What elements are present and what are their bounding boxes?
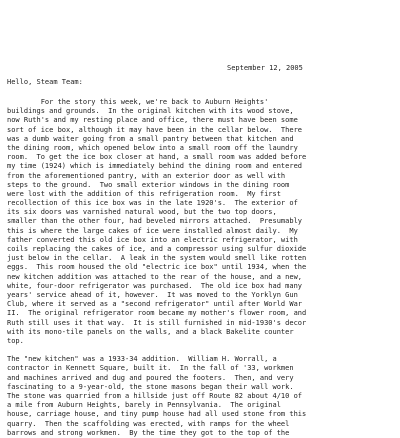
text-line: contractor in Kennett Square, built it. In the fall of '33, workmen — [7, 364, 294, 373]
text-line: a mile from Auburn Heights, barely in Pennsylvania. The original — [7, 401, 281, 410]
text-line: from the aforementioned pantry, with an exterior door as well with — [7, 171, 286, 180]
text-line: my time (1924) which is immediately behind the dining room and entered — [7, 162, 303, 171]
text-line: barrows and strong workmen. By the time they got to the top of the — [7, 428, 290, 437]
letter-date: September 12, 2005 — [227, 64, 303, 72]
text-line: Ruth still uses it that way. It is still furnished in mid-1930's decor — [7, 318, 307, 327]
text-line: smaller than the other four, had beveled mirrors attached. Presumably — [7, 217, 303, 226]
text-line: top. — [7, 336, 24, 345]
text-line: For the story this week, we're back to Auburn Heights' — [7, 98, 269, 106]
text-line: white, four-door refrigerator was purchased. The old ice box had many — [7, 281, 303, 290]
letter-paragraph — [7, 98, 399, 346]
text-line: recollection of this ice box was in the late 1920's. The exterior of — [7, 199, 298, 208]
text-line: Club, where it served as a "second refrigerator" until after World War — [7, 300, 303, 309]
text-line: this is where the large cakes of ice were installed almost daily. My — [7, 226, 298, 235]
letter-paragraph — [7, 355, 399, 438]
text-line: was a dumb waiter going from a small pantry between that kitchen and — [7, 134, 294, 143]
text-line: fascinating to a 9-year-old, the stone masons began their wall work. — [7, 382, 294, 391]
text-line: father converted this old ice box into an electric refrigerator, with — [7, 235, 298, 244]
text-line: steps to the ground. Two small exterior windows in the dining room — [7, 180, 290, 189]
text-line: and machines arrived and dug and poured the footers. Then, and very — [7, 373, 294, 382]
text-line: the dining room, which opened below into a small room off the laundry — [7, 143, 298, 152]
text-line: were lost with the addition of this refrigeration room. My first — [7, 189, 281, 198]
text-line: sort of ice box, although it may have been in the cellar below. There — [7, 125, 303, 134]
text-line: eggs. This room housed the old "electric ice box" until 1934, when the — [7, 263, 307, 272]
text-line: years' service ahead of it, however. It was moved to the Yorklyn Gun — [7, 290, 298, 299]
letter-greeting: Hello, Steam Team: — [7, 78, 83, 86]
text-line: with its mono-tile panels on the walls, and a black Bakelite counter — [7, 327, 294, 336]
text-line: its six doors was varnished natural wood, but the two top doors, — [7, 208, 277, 217]
text-line: The stone was quarried from a hillside just off Route 82 about 4/10 of — [7, 392, 303, 400]
text-line: The "new kitchen" was a 1933-34 addition. William H. Worrall, a — [7, 355, 277, 364]
text-line: coils replacing the cakes of ice, and a compressor using sulfur dioxide — [7, 245, 307, 253]
letter-body — [7, 98, 399, 438]
text-line: II. The original refrigerator room became my mother's flower room, and — [7, 309, 307, 318]
text-line: now Ruth's and my resting place and office, there must have been some — [7, 116, 298, 125]
text-line: new kitchen addition was attached to the rear of the house, and a new, — [7, 272, 303, 281]
text-line: just below in the cellar. A leak in the system would smell like rotten — [7, 254, 307, 263]
text-line: buildings and grounds. In the original kitchen with its wood stove, — [7, 107, 294, 116]
text-line: room. To get the ice box closer at hand, a small room was added before — [7, 153, 307, 162]
text-line: house, carriage house, and tiny pump house had all used stone from this — [7, 410, 307, 419]
text-line: quarry. Then the scaffolding was erected, with ramps for the wheel — [7, 419, 290, 428]
